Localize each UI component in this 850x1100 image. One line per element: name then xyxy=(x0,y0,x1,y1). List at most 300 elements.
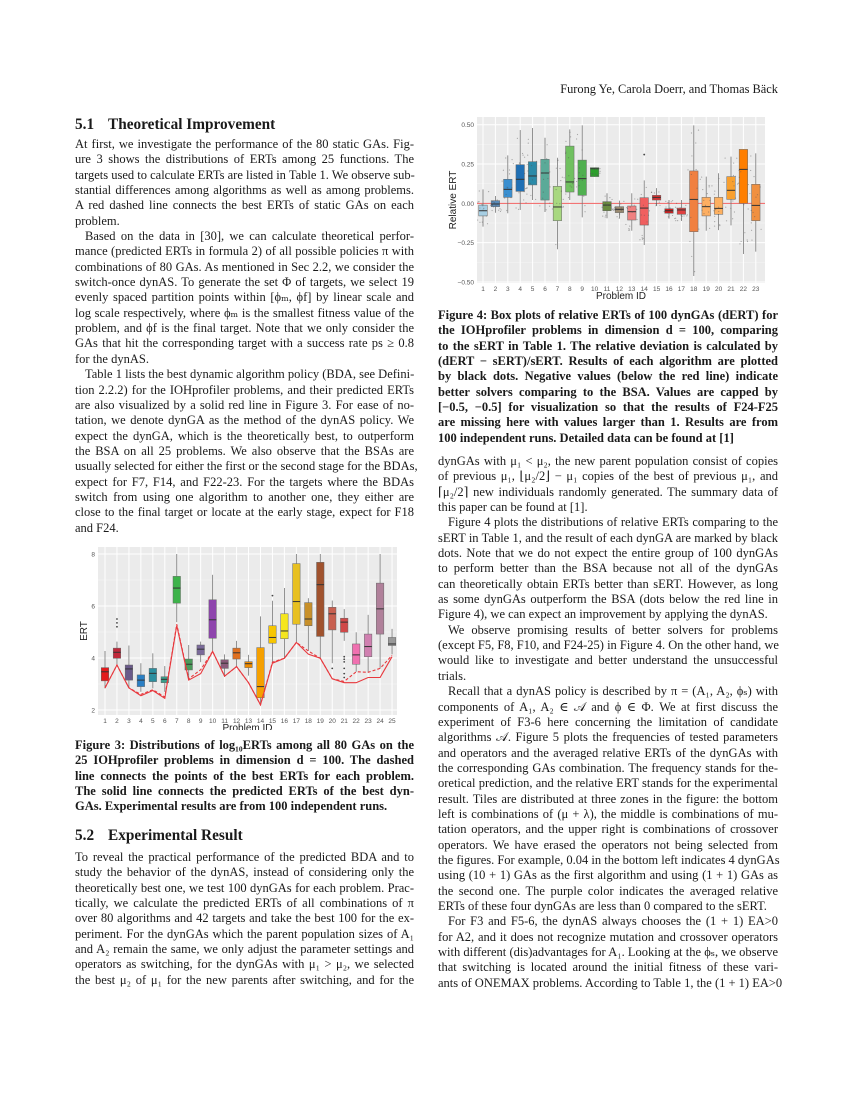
jitter-dot xyxy=(750,155,751,156)
jitter-dot xyxy=(488,191,489,192)
jitter-dot xyxy=(614,209,615,210)
jitter-dot xyxy=(651,192,652,193)
box xyxy=(149,668,157,681)
jitter-dot xyxy=(614,207,615,208)
text-line: GAs that hit the corresponding target with a success rate ps ≥ 0.8 xyxy=(75,336,414,351)
jitter-dot xyxy=(543,192,544,193)
text-line: would like to investigate and better understand the unsuccessful xyxy=(438,653,778,668)
y-tick-label: 0.00 xyxy=(461,200,474,208)
x-tick-label: 22 xyxy=(352,718,360,725)
text-line: sERT in Table 1, and the result of each dynGA are marked by black xyxy=(438,530,778,545)
x-tick-label: 21 xyxy=(340,718,348,725)
text-line: the IOHprofiler problems in dimension d = 100, comparing xyxy=(438,323,778,338)
x-tick-label: 5 xyxy=(530,286,535,293)
jitter-dot xyxy=(603,211,604,212)
text-line: left is combinations of (μ + λ), the middle is combinations of mu- xyxy=(438,806,778,821)
jitter-dot xyxy=(736,158,737,159)
jitter-dot xyxy=(502,181,503,182)
text-line: operators. We have erased the operators not being selected from xyxy=(438,837,778,852)
jitter-dot xyxy=(527,154,528,155)
x-tick-label: 9 xyxy=(198,718,203,725)
box xyxy=(197,645,205,655)
x-tick-label: 6 xyxy=(543,286,547,293)
jitter-dot xyxy=(555,244,556,245)
text-line: evenly spaced partition points within [ϕₘ, ϕf] by linear scale and xyxy=(75,290,414,305)
jitter-dot xyxy=(625,224,626,225)
jitter-dot xyxy=(549,206,550,207)
jitter-dot xyxy=(725,157,726,158)
jitter-dot xyxy=(605,202,606,203)
text-line: by black dots. Negative values (below the red line) indicate xyxy=(438,369,778,384)
paragraph xyxy=(75,137,414,229)
jitter-dot xyxy=(740,171,741,172)
jitter-dot xyxy=(718,178,719,179)
x-tick-label: 25 xyxy=(388,718,396,725)
jitter-dot xyxy=(571,186,572,187)
jitter-dot xyxy=(613,210,614,211)
x-tick-label: 3 xyxy=(505,286,510,293)
paragraph xyxy=(438,515,778,622)
jitter-dot xyxy=(556,168,557,169)
x-tick-label: 21 xyxy=(727,286,735,293)
jitter-dot xyxy=(615,208,616,209)
jitter-dot xyxy=(497,199,498,200)
x-tick-label: 8 xyxy=(567,286,572,293)
box xyxy=(137,675,145,687)
jitter-dot xyxy=(714,225,715,226)
jitter-dot xyxy=(595,174,596,175)
x-tick-label: 18 xyxy=(690,286,698,293)
text-line: for the dynAS. xyxy=(75,351,149,366)
running-header: Furong Ye, Carola Doerr, and Thomas Bäck xyxy=(560,82,778,96)
jitter-dot xyxy=(690,217,691,218)
jitter-dot xyxy=(691,132,692,133)
text-line: trials. xyxy=(438,668,467,683)
box xyxy=(125,665,133,680)
box xyxy=(516,165,525,192)
jitter-dot xyxy=(481,204,482,205)
jitter-dot xyxy=(694,271,695,272)
jitter-dot xyxy=(559,203,560,204)
jitter-dot xyxy=(725,207,726,208)
jitter-dot xyxy=(536,161,537,162)
jitter-dot xyxy=(599,173,600,174)
y-tick-label: −0.25 xyxy=(457,240,474,248)
jitter-dot xyxy=(525,188,526,189)
text-line: periment. For the dynGAs which the parent population sizes of A₁ xyxy=(75,926,414,941)
x-tick-label: 7 xyxy=(174,718,179,725)
jitter-dot xyxy=(755,197,756,198)
text-line: with different (dis)advantages for A₁. Looking at the ϕₛ, we observe xyxy=(438,945,778,959)
x-tick-label: 17 xyxy=(677,286,686,293)
jitter-dot xyxy=(628,230,629,231)
x-tick-label: 1 xyxy=(481,286,485,293)
box xyxy=(209,600,217,638)
jitter-dot xyxy=(572,183,573,184)
paragraph xyxy=(75,229,414,367)
jitter-dot xyxy=(741,241,742,242)
jitter-dot xyxy=(732,181,733,182)
y-tick-label: 4 xyxy=(91,655,95,663)
jitter-dot xyxy=(570,185,571,186)
y-axis-title: ERT xyxy=(79,621,90,641)
jitter-dot xyxy=(683,215,684,216)
box xyxy=(528,162,537,185)
jitter-dot xyxy=(686,215,687,216)
jitter-dot xyxy=(744,232,745,233)
box xyxy=(281,614,289,639)
jitter-dot xyxy=(649,210,650,211)
text-line: are missing here with values larger than 1. Results are from xyxy=(438,415,778,430)
box xyxy=(603,202,612,211)
section-title: Experimental Result xyxy=(108,827,243,844)
box xyxy=(566,146,575,192)
jitter-dot xyxy=(568,175,569,176)
jitter-dot xyxy=(506,194,507,195)
jitter-dot xyxy=(539,205,540,206)
jitter-dot xyxy=(547,178,548,179)
text-line: Figure 4 plots the distributions of relative ERTs comparing to the xyxy=(448,515,778,530)
jitter-dot xyxy=(557,160,558,161)
text-line: and operators and the averaged relative ERTs of the dynGAs with xyxy=(438,745,778,760)
jitter-dot xyxy=(643,238,644,239)
jitter-dot xyxy=(478,201,479,202)
jitter-dot xyxy=(523,199,524,200)
text-line: experiment of F3-6 here concerning the limitation of candidate xyxy=(438,714,778,729)
jitter-dot xyxy=(718,214,719,215)
x-tick-label: 20 xyxy=(714,286,723,293)
jitter-dot xyxy=(621,210,622,211)
text-line: and A₂ remain the same, we only adjust the parameter settings and xyxy=(75,942,414,957)
jitter-dot xyxy=(599,168,600,169)
jitter-dot xyxy=(515,207,516,208)
jitter-dot xyxy=(565,152,566,153)
jitter-dot xyxy=(500,211,501,212)
jitter-dot xyxy=(714,221,715,222)
paragraph xyxy=(75,367,418,536)
jitter-dot xyxy=(659,202,660,203)
jitter-dot xyxy=(730,208,731,209)
outlier-point xyxy=(331,668,333,670)
jitter-dot xyxy=(616,216,617,217)
jitter-dot xyxy=(680,215,681,216)
jitter-dot xyxy=(524,157,525,158)
jitter-dot xyxy=(637,199,638,200)
text-line: line connects the points of the best ERTs for each problem. xyxy=(75,768,414,783)
paragraph xyxy=(438,623,778,684)
jitter-dot xyxy=(654,192,655,193)
jitter-dot xyxy=(691,155,692,156)
text-line: better solvers comparing to the BSA. Values are capped by xyxy=(438,384,778,399)
jitter-dot xyxy=(590,173,591,174)
text-line: algorithms 𝒜. Figure 5 plots the frequencies of tested parameters xyxy=(438,730,778,745)
jitter-dot xyxy=(696,169,697,170)
text-line: study the behavior of the dynAS, instead of considering only the xyxy=(75,865,414,880)
x-tick-label: 10 xyxy=(209,718,217,725)
jitter-dot xyxy=(619,213,620,214)
jitter-dot xyxy=(611,199,612,200)
jitter-dot xyxy=(552,208,553,209)
jitter-dot xyxy=(632,212,633,213)
jitter-dot xyxy=(677,220,678,221)
jitter-dot xyxy=(700,179,701,180)
jitter-dot xyxy=(526,194,527,195)
jitter-dot xyxy=(509,173,510,174)
paragraph xyxy=(75,850,414,988)
text-line: operators as switching, for the dynGAs with μ₁ > μ₂, we selected xyxy=(75,957,414,972)
box xyxy=(245,662,253,668)
jitter-dot xyxy=(561,191,562,192)
jitter-dot xyxy=(563,199,564,200)
jitter-dot xyxy=(672,200,673,201)
jitter-dot xyxy=(513,163,514,164)
jitter-dot xyxy=(479,190,480,191)
jitter-dot xyxy=(563,206,564,207)
jitter-dot xyxy=(702,189,703,190)
jitter-dot xyxy=(550,186,551,187)
text-line: to perform better than the BSA because not all of the dynGAs xyxy=(438,561,778,576)
jitter-dot xyxy=(750,170,751,171)
jitter-dot xyxy=(753,176,754,177)
text-line: problem, and ϕf is the final target. Note that we only consider the xyxy=(75,321,414,336)
text-line: tically, we calculate the predicted ERTs of all combinations of π xyxy=(75,896,414,911)
text-line: 25 IOHprofiler problems in dimension d = 100. The dashed xyxy=(75,753,414,768)
jitter-dot xyxy=(487,223,488,224)
jitter-dot xyxy=(748,184,749,185)
jitter-dot xyxy=(524,173,525,174)
jitter-dot xyxy=(617,209,618,210)
text-line: At first, we investigate the performance of the 80 static GAs. Fig- xyxy=(75,137,414,151)
x-tick-label: 11 xyxy=(221,718,228,725)
jitter-dot xyxy=(746,169,747,170)
text-line: A red dashed line connects the best ERTs of static GAs on each xyxy=(75,198,414,213)
jitter-dot xyxy=(486,215,487,216)
text-line: and F24. xyxy=(75,520,119,535)
jitter-dot xyxy=(522,155,523,156)
jitter-dot xyxy=(482,205,483,206)
jitter-dot xyxy=(490,205,491,206)
jitter-dot xyxy=(680,207,681,208)
jitter-dot xyxy=(591,175,592,176)
x-tick-label: 24 xyxy=(376,718,384,725)
jitter-dot xyxy=(503,170,504,171)
jitter-dot xyxy=(493,203,494,204)
jitter-dot xyxy=(642,235,643,236)
jitter-dot xyxy=(637,219,638,220)
text-line: using (10 + 1) GAs as the first algorithm and using (1 + 1) GAs as xyxy=(438,868,778,883)
jitter-dot xyxy=(757,194,758,195)
box xyxy=(293,564,301,625)
jitter-dot xyxy=(518,209,519,210)
x-tick-label: 13 xyxy=(628,286,636,293)
box xyxy=(553,186,562,220)
jitter-dot xyxy=(499,208,500,209)
jitter-dot xyxy=(605,216,606,217)
text-line: the best μ₂ of μ₁ for the new parents after switching, and for the xyxy=(75,972,414,987)
text-line: Figure 3: Distributions of log₁₀ERTs among all 80 GAs on the xyxy=(75,738,414,752)
x-tick-label: 10 xyxy=(590,286,599,293)
outlier-point xyxy=(116,626,118,628)
text-line: this paper can be found at [1]. xyxy=(438,500,588,515)
box xyxy=(328,607,336,630)
section-5-2-body xyxy=(75,850,414,988)
jitter-dot xyxy=(733,185,734,186)
jitter-dot xyxy=(714,190,715,191)
box xyxy=(257,648,265,698)
box xyxy=(690,171,699,232)
jitter-dot xyxy=(493,206,494,207)
jitter-dot xyxy=(703,200,704,201)
jitter-dot xyxy=(579,167,580,168)
figure-4-caption xyxy=(438,308,778,446)
jitter-dot xyxy=(547,144,548,145)
x-tick-label: 13 xyxy=(244,718,253,725)
text-line: that switching is located around the initial fitness of these vari- xyxy=(438,960,778,975)
text-line: mance (predicted ERTs in formula 2) of all possible policies π with xyxy=(75,244,414,259)
x-tick-label: 12 xyxy=(232,718,241,725)
box xyxy=(101,668,109,681)
jitter-dot xyxy=(667,202,668,203)
jitter-dot xyxy=(737,183,738,184)
text-line: over 80 algorithms and 42 targets and take the best 100 for the ex- xyxy=(75,911,414,926)
outlier-point xyxy=(272,595,274,597)
jitter-dot xyxy=(559,168,560,169)
text-line: ⌈μ₂/2⌉ new individuals randomly generated. The summary data of xyxy=(438,484,778,499)
jitter-dot xyxy=(542,198,543,199)
jitter-dot xyxy=(665,206,666,207)
box xyxy=(640,198,649,225)
x-axis-title: Problem ID xyxy=(595,291,647,302)
y-tick-label: 0.50 xyxy=(461,122,474,130)
text-line: usually selected for either the first or the second stage for the BDAs, xyxy=(75,459,418,474)
jitter-dot xyxy=(719,225,720,226)
jitter-dot xyxy=(584,205,585,206)
jitter-dot xyxy=(504,197,505,198)
jitter-dot xyxy=(751,222,752,223)
text-line: the figures. For example, 0.04 in the bottom left indicates 4 dynGAs xyxy=(438,852,780,867)
x-tick-label: 17 xyxy=(292,718,300,725)
jitter-dot xyxy=(570,136,571,137)
box xyxy=(578,160,587,195)
jitter-dot xyxy=(682,216,683,217)
jitter-dot xyxy=(626,207,627,208)
text-line: The solid line connects the predicted ERTs of the best dyn- xyxy=(75,784,414,799)
y-axis-title: Relative ERT xyxy=(448,170,459,230)
jitter-dot xyxy=(701,210,702,211)
jitter-dot xyxy=(646,221,647,222)
text-line: oretical prediction, and the relative ERT stands for the experimental xyxy=(438,776,778,791)
jitter-dot xyxy=(577,134,578,135)
jitter-dot xyxy=(600,171,601,172)
jitter-dot xyxy=(511,159,512,160)
text-line: theoretically best one, we test 100 dynGAs for each problem. Prac- xyxy=(75,880,414,895)
text-line: tion 2.2.2) for the IOHprofiler problems, and their predicted ERTs xyxy=(75,382,414,397)
jitter-dot xyxy=(671,201,672,202)
jitter-dot xyxy=(641,214,642,215)
jitter-dot xyxy=(584,211,585,212)
x-tick-label: 14 xyxy=(256,718,265,725)
jitter-dot xyxy=(546,209,547,210)
y-tick-label: −0.50 xyxy=(457,279,474,287)
jitter-dot xyxy=(665,201,666,202)
y-tick-label: 8 xyxy=(91,551,95,559)
x-tick-label: 8 xyxy=(186,718,191,725)
jitter-dot xyxy=(676,208,677,209)
jitter-dot xyxy=(711,185,712,186)
jitter-dot xyxy=(738,170,739,171)
jitter-dot xyxy=(630,207,631,208)
x-tick-label: 3 xyxy=(127,718,131,725)
jitter-dot xyxy=(670,212,671,213)
jitter-dot xyxy=(687,214,688,215)
y-tick-label: 2 xyxy=(91,707,95,715)
jitter-dot xyxy=(743,204,744,205)
jitter-dot xyxy=(714,216,715,217)
jitter-dot xyxy=(565,141,566,142)
text-line: To reveal the practical performance of the predicted BDA and to xyxy=(75,850,414,864)
text-line: of previous μ₁, ⌊μ₂/2⌋ − μ₁ copies of the best of previous μ₁, and xyxy=(438,469,778,484)
jitter-dot xyxy=(705,205,706,206)
jitter-dot xyxy=(544,162,545,163)
text-line: components of A₁, A₂ ∈ 𝒜 and ϕ ∈ Φ. We at first discuss the xyxy=(438,699,778,714)
text-line: result. Tiles are distributed at three zones in the figure: the bottom xyxy=(438,791,778,806)
box xyxy=(113,648,121,658)
box xyxy=(628,206,637,220)
jitter-dot xyxy=(623,201,624,202)
jitter-dot xyxy=(691,256,692,257)
x-tick-label: 16 xyxy=(665,286,673,293)
x-tick-label: 9 xyxy=(580,286,585,293)
jitter-dot xyxy=(748,208,749,209)
jitter-dot xyxy=(543,172,544,173)
right-column-body xyxy=(438,454,783,991)
x-tick-label: 22 xyxy=(739,286,748,293)
jitter-dot xyxy=(505,157,506,158)
jitter-dot xyxy=(565,153,566,154)
text-line: ure 3 shows the distributions of ERTs among 25 functions. The xyxy=(75,152,414,167)
outlier-point xyxy=(116,618,118,620)
text-line: targets used to calculate ERTs are listed in Table 1. We observe sub- xyxy=(75,167,415,182)
box xyxy=(727,177,736,200)
jitter-dot xyxy=(531,165,532,166)
outlier-point xyxy=(116,622,118,624)
jitter-dot xyxy=(713,210,714,211)
box xyxy=(173,576,181,603)
jitter-dot xyxy=(647,224,648,225)
box xyxy=(364,634,372,657)
x-tick-label: 23 xyxy=(364,718,372,725)
jitter-dot xyxy=(739,243,740,244)
jitter-dot xyxy=(576,181,577,182)
jitter-dot xyxy=(646,187,647,188)
x-tick-label: 5 xyxy=(151,718,155,725)
jitter-dot xyxy=(733,162,734,163)
jitter-dot xyxy=(760,186,761,187)
jitter-dot xyxy=(560,180,561,181)
jitter-dot xyxy=(644,215,645,216)
text-line: Table 1 lists the best dynamic algorithm policy (BDA, see Defini- xyxy=(85,367,415,382)
jitter-dot xyxy=(698,228,699,229)
jitter-dot xyxy=(492,210,493,211)
plot-background xyxy=(98,547,397,715)
jitter-dot xyxy=(675,207,676,208)
jitter-dot xyxy=(569,132,570,133)
text-line: dots. Note that we do not expect the entire group of 100 dynGAs xyxy=(438,546,778,561)
caption-text xyxy=(75,738,414,815)
jitter-dot xyxy=(636,209,637,210)
text-line: the second one. The purple color indicates the averaged relative xyxy=(438,883,778,898)
x-tick-label: 7 xyxy=(555,286,560,293)
